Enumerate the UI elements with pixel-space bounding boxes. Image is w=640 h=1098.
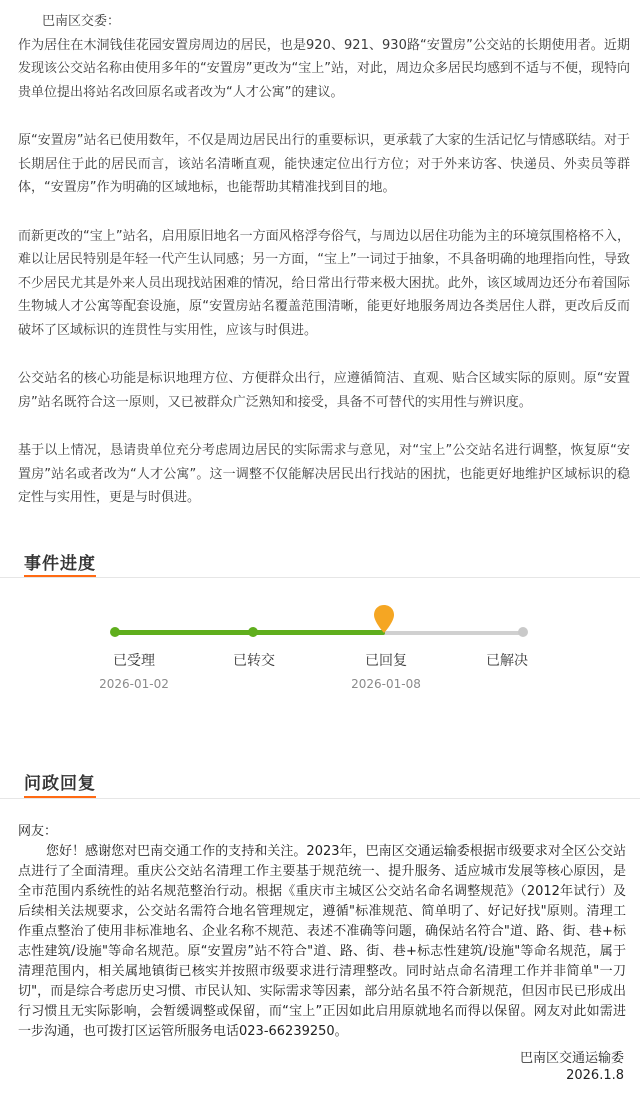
reply-divider [0, 798, 640, 799]
progress-step-label: 已解决 [486, 653, 528, 669]
progress-divider [0, 577, 640, 578]
progress-step-dot-accepted [110, 627, 120, 637]
reply-signature: 巴南区交通运输委 [519, 1051, 624, 1066]
progress-step-label: 已受理 [113, 653, 155, 669]
letter-paragraph: 而新更改的“宝上”站名，启用原旧地名一方面风格浮夸俗气，与周边以居住功能为主的环境氛围格格不入，难以让居民特别是年轻一代产生认同感；另一方面，“宝上”一词过于抽象，不具备明确的地理指向性，导致不少居民尤其是外来人员出现找站困难的情况，给日常出行带来极大困扰。此外，该区域周边还分布着国际生物城人才公寓等配套设施，原“安置房站名覆盖范围清晰，能更好地服务周边各类居住人群，更改后反而破坏了区域标识的连贯性与实用性，应该与时俱进。 [18, 228, 630, 338]
progress-step-dot-resolved [518, 627, 528, 637]
letter-greeting: 巴南区交委： [42, 14, 121, 29]
progress-step-date: 2026-01-02 [99, 677, 169, 691]
location-pin-icon [373, 604, 395, 634]
progress-step-label: 已回复 [365, 653, 407, 669]
reply-date: 2026.1.8 [566, 1068, 624, 1083]
letter-paragraph: 公交站名的核心功能是标识地理方位、方便群众出行，应遵循简洁、直观、贴合区域实际的原则。原“安置房”站名既符合这一原则，又已被群众广泛熟知和接受，具备不可替代的实用性与辨识度。 [18, 371, 630, 410]
progress-section-title: 事件进度 [24, 554, 96, 574]
reply-section-title: 问政回复 [24, 774, 96, 794]
progress-step-dot-transferred [248, 627, 258, 637]
letter-paragraph: 原“安置房”站名已使用数年，不仅是周边居民出行的重要标识，更承载了大家的生活记忆与情感联结。对于长期居住于此的居民而言，该站名清晰直观，能快速定位出行方位；对于外来访客、快递员、外卖员等群体，“安置房”作为明确的区域地标，也能帮助其精准找到目的地。 [18, 133, 630, 195]
letter-paragraph: 作为居住在木洞钱佳花园安置房周边的居民，也是920、921、930路“安置房”公交站的长期使用者。近期发现该公交站名称由使用多年的“安置房”更改为“宝上”站，对此，周边众多居民均感到不适与不便，现特向贵单位提出将站名改回原名或者改为“人才公寓”的建议。 [18, 37, 630, 100]
letter-content [18, 10, 630, 510]
reply-content [18, 822, 626, 1042]
progress-step-label: 已转交 [233, 653, 275, 669]
progress-step-date: 2026-01-08 [351, 677, 421, 691]
letter-paragraph: 基于以上情况，恳请贵单位充分考虑周边居民的实际需求与意见，对“宝上”公交站名进行调整，恢复原“安置房”站名或者改为“人才公寓”。这一调整不仅能解决居民出行找站的困扰，也能更好地维护区域标识的稳定性与实用性，更是与时俱进。 [18, 443, 630, 505]
reply-addressee: 网友： [18, 824, 58, 839]
reply-body: 您好！感谢您对巴南交通工作的支持和关注。2023年，巴南区交通运输委根据市级要求对全区公交站点进行了全面清理。重庆公交站名清理工作主要基于规范统一、提升服务、适应城市发展等核心原因，是全市范围内系统性的站名规范整治行动。根据《重庆市主城区公交站名命名调整规范》（2012年试行）及后续相关法规要求，公交站名需符合地名管理规定，遵循"标准规范、简单明了、好记好找"原则。清理工作重点整治了使用非标准地名、企业名称不规范、表述不准确等问题，确保站名符合"道、路、街、巷+标志性建筑/设施"等命名规范。原“安置房”站不符合"道、路、街、巷+标志性建筑/设施"等命名规范，属于清理范围内，相关属地镇街已核实并按照市级要求进行清理整改。同时站点命名清理工作并非简单"一刀切"，而是综合考虑历史习惯、市民认知、实际需求等因素，部分站名虽不符合新规范，但因市民已形成出行习惯且无实际影响，会暂缓调整或保留，而“宝上”正因如此启用原就地名而得以保留。网友对此如需进一步沟通，也可拨打区运管所服务电话023-66239250。 [18, 844, 626, 1039]
